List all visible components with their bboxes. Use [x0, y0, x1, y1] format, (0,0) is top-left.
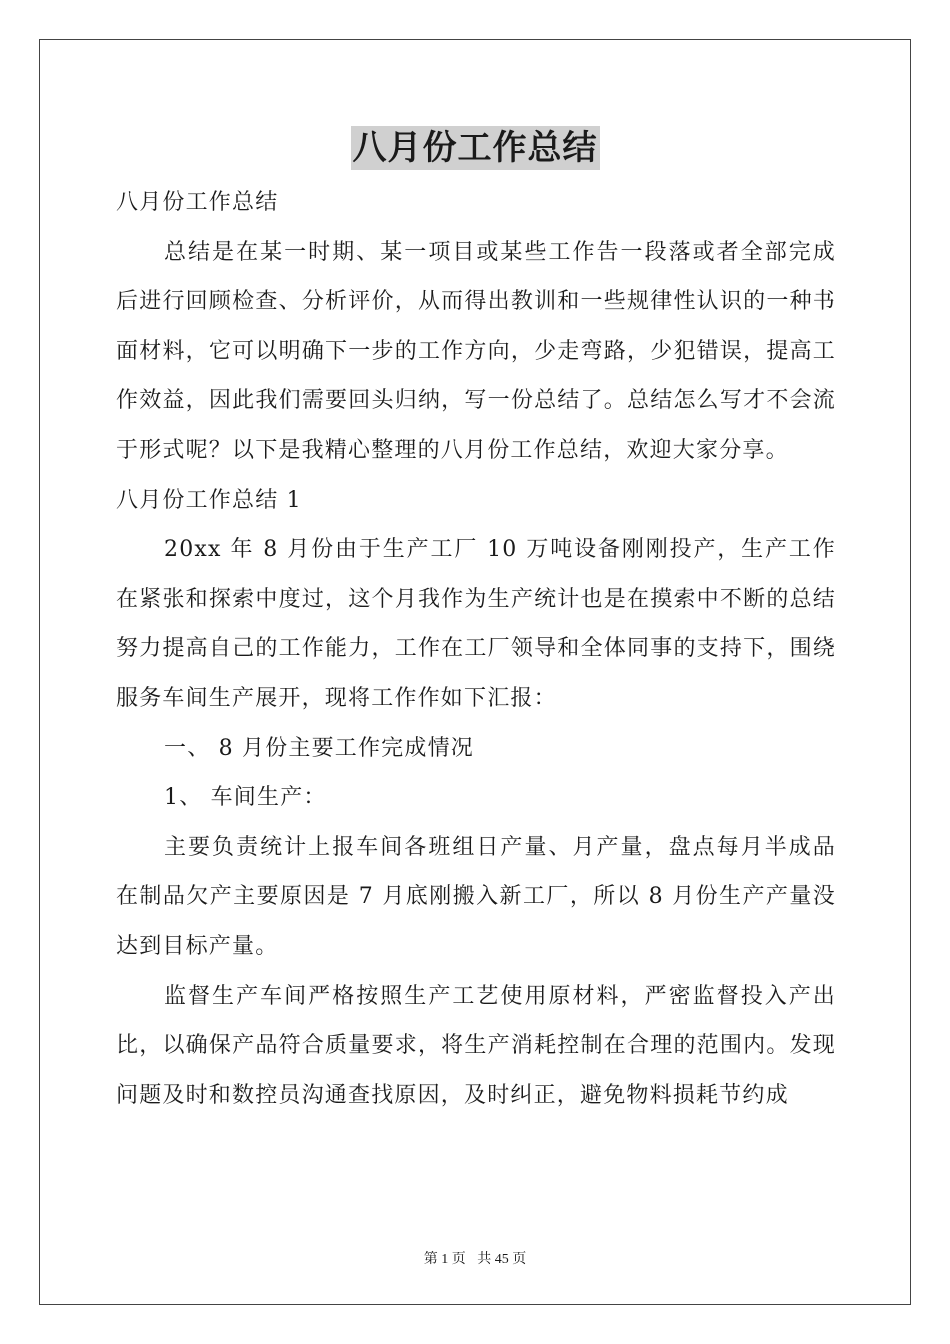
- body-paragraph: 主要负责统计上报车间各班组日产量、月产量，盘点每月半成品在制品欠产主要原因是 7 月底刚搬入新工厂，所以 8 月份生产产量没达到目标产量。: [116, 834, 836, 959]
- document-title: 八月份工作总结: [352, 128, 598, 168]
- document-body: [116, 178, 836, 1120]
- page-footer: [0, 1248, 950, 1268]
- section-heading: 八月份工作总结 1: [116, 487, 302, 513]
- list-item-heading: 1、 车间生产：: [164, 785, 327, 811]
- page-total: 共 45 页: [477, 1252, 527, 1267]
- page-number: 第 1 页: [423, 1252, 466, 1267]
- intro-paragraph: 总结是在某一时期、某一项目或某些工作告一段落或者全部完成后进行回顾检查、分析评价，从而得出教训和一些规律性认识的一种书面材料，它可以明确下一步的工作方向，少走弯路，少犯错误，提高工作效益，因此我们需要回头归纳，写一份总结了。总结怎么写才不会流于形式呢？以下是我精心整理的八月份工作总结，欢迎大家分享。: [116, 239, 836, 463]
- body-paragraph: 监督生产车间严格按照生产工艺使用原材料，严密监督投入产出比，以确保产品符合质量要求，将生产消耗控制在合理的范围内。发现问题及时和数控员沟通查找原因，及时纠正，避免物料损耗节约成: [116, 983, 836, 1108]
- subtitle-paragraph: 八月份工作总结: [116, 190, 279, 215]
- list-heading: 一、 8 月份主要工作完成情况: [164, 735, 474, 761]
- title-area: [0, 126, 950, 170]
- body-paragraph: 20xx 年 8 月份由于生产工厂 10 万吨设备刚刚投产，生产工作在紧张和探索中度过，这个月我作为生产统计也是在摸索中不断的总结努力提高自己的工作能力，工作在工厂领导和全体同事的支持下，围绕服务车间生产展开，现将工作作如下汇报：: [116, 537, 836, 711]
